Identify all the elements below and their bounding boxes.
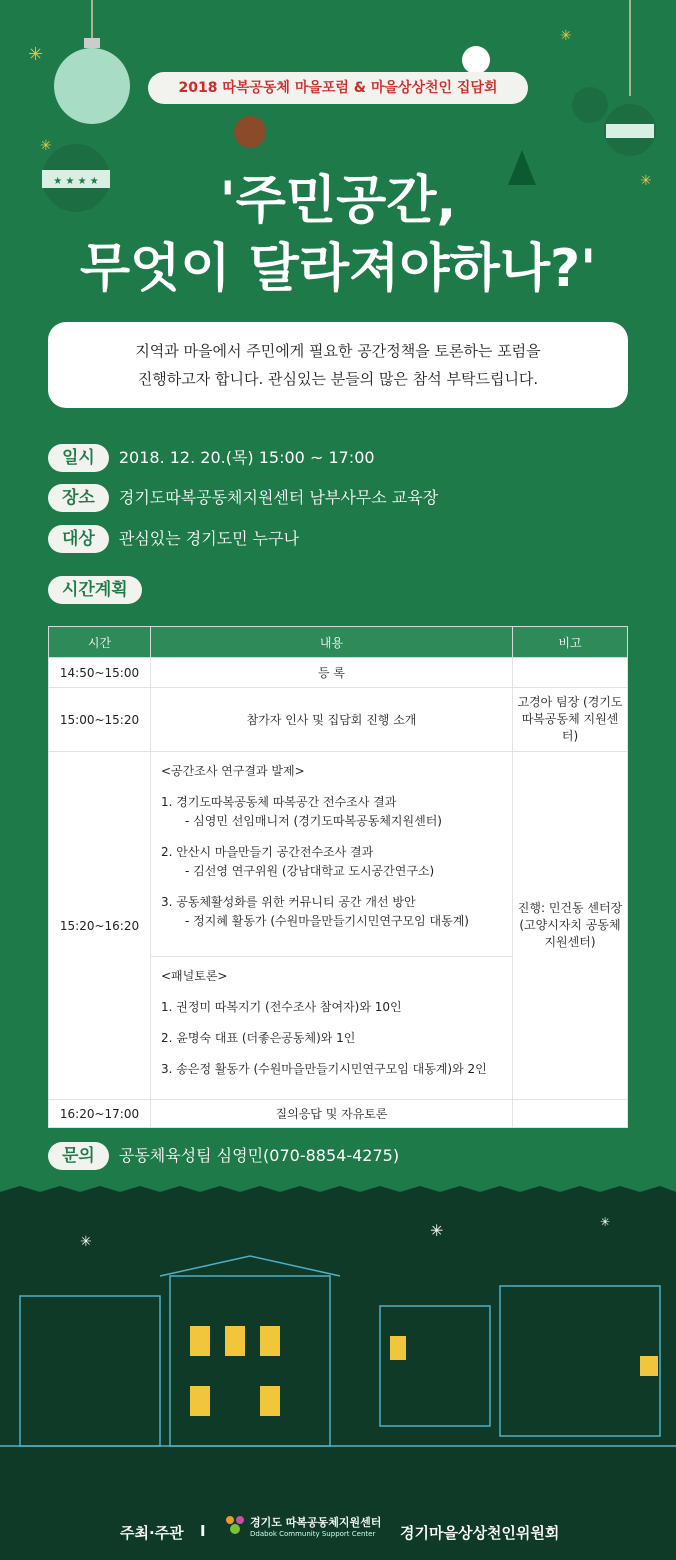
svg-text:✳: ✳ <box>80 1234 92 1250</box>
list-item-sub: - 김선영 연구위원 (강남대학교 도시공간연구소) <box>185 864 435 878</box>
headline-line2: 무엇이 달라져야하나?' <box>79 239 597 299</box>
table-row <box>49 1100 628 1128</box>
svg-text:✳: ✳ <box>640 173 652 189</box>
svg-text:✳: ✳ <box>600 1215 611 1229</box>
ornament-ball-icon <box>54 48 130 124</box>
list-item: 1. 경기도따복공동체 따복공간 전수조사 결과 <box>161 795 397 809</box>
info-value: 관심있는 경기도민 누구나 <box>118 529 300 548</box>
org1-en: Ddabok Community Support Center <box>250 1530 376 1538</box>
svg-text:✳: ✳ <box>430 1221 444 1240</box>
schedule-label: 시간계획 <box>48 576 142 604</box>
info-row-date <box>48 444 375 472</box>
svg-text:✳: ✳ <box>40 138 52 154</box>
presentation-block <box>151 752 512 957</box>
intro-card <box>48 322 628 408</box>
row-content: 등 록 <box>151 658 513 688</box>
org2-name: 경기마을상상천인위원회 <box>400 1524 560 1542</box>
snowman-icon <box>462 46 490 74</box>
headline-line1: '주민공간, <box>219 171 457 231</box>
svg-text:✳: ✳ <box>28 44 44 65</box>
ddabok-logo-icon <box>224 1514 246 1536</box>
panel-block <box>151 957 512 1099</box>
row-note <box>513 1100 628 1128</box>
contact-label: 문의 <box>48 1142 109 1170</box>
row-note: 고경아 팀장 (경기도 따복공동체 지원센터) <box>513 688 628 752</box>
list-item: 3. 송은정 활동가 (수원마을만들기시민연구모임 대동계)와 2인 <box>161 1062 487 1076</box>
list-item: 2. 안산시 마을만들기 공간전수조사 결과 <box>161 845 374 859</box>
block-heading: <패널토론> <box>161 969 228 983</box>
row-content: 질의응답 및 자유토론 <box>151 1100 513 1128</box>
svg-text:★ ★ ★ ★: ★ ★ ★ ★ <box>53 176 99 187</box>
event-title-pill: 2018 따복공동체 마을포럼 & 마을상상천인 집담회 <box>148 72 528 104</box>
schedule-section-label <box>48 576 142 604</box>
row-content-blocks <box>151 752 513 1100</box>
info-value: 경기도따복공동체지원센터 남부사무소 교육장 <box>118 488 439 507</box>
info-row-target <box>48 525 299 553</box>
row-time: 14:50~15:00 <box>49 658 151 688</box>
table-row <box>49 752 628 1100</box>
header-time: 시간 <box>49 627 151 658</box>
intro-line2: 진행하고자 합니다. 관심있는 분들의 많은 참석 부탁드립니다. <box>137 370 539 388</box>
row-note <box>513 658 628 688</box>
table-header-row <box>49 627 628 658</box>
table-row <box>49 658 628 688</box>
row-time: 16:20~17:00 <box>49 1100 151 1128</box>
info-label: 대상 <box>48 525 109 553</box>
list-item: 2. 윤명숙 대표 (더좋은공동체)와 1인 <box>161 1031 356 1045</box>
night-town-illustration <box>0 1186 676 1560</box>
header-note: 비고 <box>513 627 628 658</box>
info-row-place <box>48 484 438 512</box>
contact-value: 공동체육성팀 심영민(070-8854-4275) <box>118 1146 400 1165</box>
contact-row <box>48 1142 399 1170</box>
host-label: 주최·주관 <box>120 1524 184 1542</box>
row-time: 15:00~15:20 <box>49 688 151 752</box>
info-label: 장소 <box>48 484 109 512</box>
schedule-table <box>48 626 628 1128</box>
info-label: 일시 <box>48 444 109 472</box>
list-item: 3. 공동체활성화를 위한 커뮤니티 공간 개선 방안 <box>161 895 416 909</box>
table-row <box>49 688 628 752</box>
row-note: 진행: 민건동 센터장 (고양시자치 공동체지원센터) <box>513 752 628 1100</box>
header-content: 내용 <box>151 627 513 658</box>
svg-text:✳: ✳ <box>560 28 572 44</box>
reindeer-icon <box>234 116 266 148</box>
list-item-sub: - 심영민 선임매니저 (경기도따복공동체지원센터) <box>185 814 442 828</box>
list-item: 1. 권정미 따복지기 (전수조사 참여자)와 10인 <box>161 1000 402 1014</box>
list-item-sub: - 정지혜 활동가 (수원마을만들기시민연구모임 대동계) <box>185 914 469 928</box>
block-heading: <공간조사 연구결과 발제> <box>161 764 305 778</box>
info-value: 2018. 12. 20.(목) 15:00 ~ 17:00 <box>118 448 375 467</box>
host-separator: I <box>200 1522 206 1540</box>
org1-name: 경기도 따복공동체지원센터 <box>250 1516 382 1529</box>
row-time: 15:20~16:20 <box>49 752 151 1100</box>
intro-line1: 지역과 마을에서 주민에게 필요한 공간정책을 토론하는 포럼을 <box>135 342 541 360</box>
row-content: 참가자 인사 및 집담회 진행 소개 <box>151 688 513 752</box>
